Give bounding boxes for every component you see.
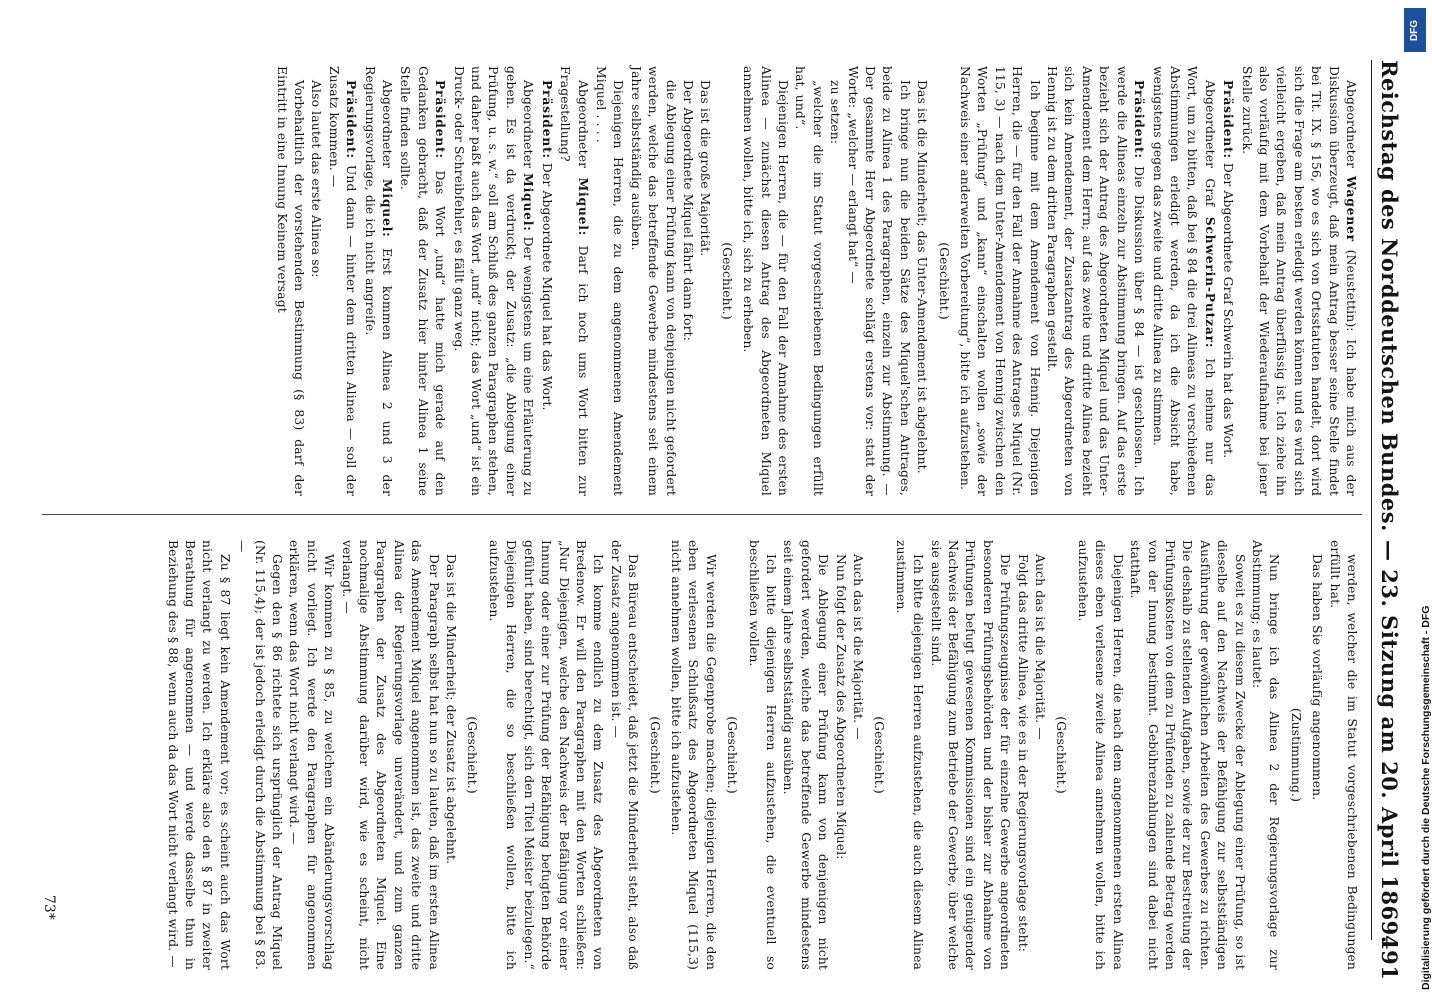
right-column-paragraph: (Zustimmung.) <box>1288 707 1303 803</box>
left-column-paragraph: (Geschieht.) <box>936 242 951 320</box>
right-column-paragraph: Gegen den § 86 richtete sich ursprünglich der Antrag Miquel (Nr. 115,4); der ist jedoch erledigt durch die Abstimmung bei § 83. — <box>235 540 285 970</box>
right-column-paragraph: Das haben Sie vorläufig angenommen. <box>1310 554 1325 801</box>
right-column-paragraph: Das Büreau entscheidet, daß jetzt die Minderheit steht, also daß der Zusatz angenommen ist. — <box>608 540 641 970</box>
left-column-paragraph: Vorbehaltlich der vorstehenden Bestimmung (§ 83) darf der Eintritt in eine Innung Keinem versagt <box>274 66 307 496</box>
right-column-paragraph: Ich komme endlich zu dem Zusatz des Abgeordneten von Bredenow. Er will den Paragraphen mit den Worten schließen: „Nur Diejenigen, welche den Nachweis der Befähigung vor einer Innung oder einer zur Prüfung der Befähigung befugten Behörde geführt haben, sind berechtigt, sich den Titel Meister beizulegen.“ Diejenigen Herren, die so beschließen wollen, bitte ich aufzustehen. <box>486 540 606 970</box>
header-title: Reichstag des Norddeutschen Bundes. <box>1377 60 1402 532</box>
left-column-paragraph: Das ist die Minderheit; das Unter-Amendement ist abgelehnt. <box>915 80 930 474</box>
left-column-paragraph: Ich bringe nun die beiden Sätze des Miquel'schen Antrages, beide zu Alinea 1 des Paragraphen, einzeln zur Abstimmung. — Der gesammte Herr Abgeordnete schlägt erstens vor: statt der Worte: „welcher — erlangt hat“ — <box>845 66 912 496</box>
left-column-paragraph: (Geschieht.) <box>719 242 734 320</box>
column-divider <box>42 514 1362 515</box>
left-column-paragraph: Diejenigen Herren, die zu dem angenommenen Amendement Miquel . . . . <box>593 66 626 496</box>
right-column-paragraph: Diejenigen Herren, die nach dem angenommenen ersten Alinea dieses eben verlesene zweite Alinea annehmen wollen, bitte ich aufzustehen. <box>1075 540 1125 970</box>
left-column-paragraph: Diejenigen Herren, die — für den Fall der Annahme des ersten Alinea — zunächst diesen Antrag des Abgeordneten Miquel annehmen wollen, bitte ich, sich zu erheben. <box>741 66 790 496</box>
left-column-paragraph: die Ablegung einer Prüfung kann von denjenigen nicht gefordert werden, welche das betreffende Gewerbe mindestens seit einem Jahre selbstständig ausüben. <box>628 66 678 496</box>
right-column-paragraph: Folgt das dritte Alinea, wie es in der Regierungsvorlage steht: <box>1015 554 1030 953</box>
right-column-paragraph: Wir kommen zu § 85, zu welchem ein Abänderungsvorschlag nicht vorliegt. Ich werde den Paragraphen für angenommen erklären, wenn das Wort nicht verlangt wird. — <box>287 540 337 970</box>
right-column-paragraph: Wir werden die Gegenprobe machen; diejenigen Herren, die den eben verlesenen Schlußsatz des Abgeordneten Miquel (115,3) nicht annehmen wollen, bitte ich aufzustehen. <box>668 540 718 970</box>
right-column-paragraph: Nun bringe ich das Alinea 2 der Regierungsvorlage zur Abstimmung; es lautet: <box>1249 540 1282 970</box>
right-column-paragraph: Das ist die Minderheit; der Zusatz ist abgelehnt. <box>444 554 459 865</box>
left-column <box>272 66 1360 496</box>
left-column-paragraph: Abgeordneter Miquel: Darf ich noch ums Wort bitten zur Fragestellung? <box>558 66 591 496</box>
right-column-paragraph: Die Prüfungszeugnisse der für einzelne Gewerbe angeordneten besonderen Prüfungsbehörden und der bisher zur Abnahme von Prüfungen befugt gewesenen Kommissionen sind ein genügender Nachweis der Befähigung zum Betriebe der Gewerbe, über welche sie ausgestellt sind. <box>928 540 1013 970</box>
right-column-paragraph: Der Paragraph selbst hat nun so zu lauten, daß im ersten Alinea das Amendement Miquel angenommen ist, das zweite und dritte Alinea der Regierungsvorlage unverändert, und zum ganzen Paragraphen der Zusatz des Abgeordneten Miquel. Eine nochmalige Abstimmung darüber wird, wie es scheint, nicht verlangt. — <box>339 540 441 970</box>
left-column-paragraph: Präsident: Und dann — hinter dem dritten Alinea — soll der Zusatz kommen. — <box>326 66 360 496</box>
right-column-paragraph: werden, welcher die im Statut vorgeschriebenen Bedingungen erfüllt hat. <box>1327 540 1359 970</box>
left-column-paragraph: Der Abgeordnete Miquel fährt dann fort: <box>680 80 695 341</box>
left-column-paragraph: Abgeordneter Miquel: Der wenigstens um eine Erläuterung zu geben. Es ist da verdruckt; der Zusatz: „die Ablegung einer Prüfung, u. s. w.“ soll am Schluß des ganzen Paragraphen stehen, und daher paßt auch das Wort „und“ nicht; das Wort „und“ ist ein Druck- oder Schreibfehler, es fällt ganz weg. <box>451 66 537 496</box>
left-column-paragraph: Präsident: Der Abgeordnete Graf Schwerin hat das Wort. <box>1221 80 1237 459</box>
left-column-paragraph: Abgeordneter Miquel: Erst kommen Alinea 2 und 3 der Regierungsvorlage, die ich nicht angreife. <box>362 66 396 496</box>
dfg-logo: DFG <box>1404 8 1426 52</box>
header-session: — 23. Sitzung am 20. April 1869. <box>1377 540 1402 944</box>
signature-mark: 73* <box>41 895 57 920</box>
left-column-paragraph: Also lautet das erste Alinea so: <box>309 80 324 278</box>
page-number: 491 <box>1377 935 1402 981</box>
dfg-sidebar <box>1400 0 1430 1000</box>
right-column-paragraph: Auch das ist die Majorität. — <box>851 554 866 740</box>
right-column-paragraph: Soweit es zu diesem Zwecke der Ablegung einer Prüfung, so ist dieselbe auf den Nachweis der Befähigung zur selbstständigen Ausführung der gewöhnlichen Arbeiten des Gewerbes zu richten. Die deshalb zu stellenden Aufgaben, sowie der zur Bestreitung der Prüfungskosten von dem zu Prüfenden zu zahlende Betrag werden von der Innung bestimmt. Gebührenzahlungen sind dabei nicht statthaft. <box>1128 540 1247 970</box>
left-column-paragraph: Präsident: Der Abgeordnete Miquel hat das Wort. <box>539 80 555 411</box>
right-column-paragraph: Ich bitte diejenigen Herren aufzustehen, die eventuell so beschließen wollen. <box>746 540 778 970</box>
right-column-paragraph: (Geschieht.) <box>725 716 740 794</box>
left-column-paragraph: zu setzen: <box>828 80 843 145</box>
right-column-paragraph: Auch das ist die Majorität. — <box>1033 554 1048 740</box>
left-column-paragraph: Abgeordneter Graf Schwerin-Putzar: Ich nehme nur das Wort, um zu bitten, daß bei § 84 die drei Alineas zu verschiedenen Abstimmungen erledigt werden, da ich die Absicht habe, wenigstens gegen das zweite und dritte Alinea zu stimmen. <box>1150 66 1218 496</box>
left-column-paragraph: Präsident: Das Wort „und“ hatte mich gerade auf den Gedanken gebracht, daß der Zusatz hier hinter Alinea 1 seine Stelle finden sollte. <box>398 66 449 496</box>
right-column-paragraph: Nun folgt der Zusatz des Abgeordneten Miquel: <box>833 554 848 860</box>
right-column <box>163 540 1360 970</box>
right-column-paragraph: (Geschieht.) <box>872 716 887 794</box>
right-column-paragraph: Ich bitte diejenigen Herren aufzustehen, die auch diesem Alinea zustimmen. <box>893 540 926 970</box>
left-column-paragraph: Ich beginne mit dem Amendement von Hennig. Diejenigen Herren, die — für den Fall der Annahme des Antrages Miquel (Nr. 115, 3) — nach dem Unter-Amendement von Hennig zwischen den Worten „Prüfung“ und „kann“ einschalten wollen „sowie der Nachweis einer anderweiten Vorbereitung“, bitte ich aufzustehen. <box>958 66 1042 496</box>
right-column-paragraph: (Geschieht.) <box>647 716 662 794</box>
left-column-paragraph: Das ist die große Majorität. <box>698 80 713 257</box>
right-column-paragraph: (Geschieht.) <box>1054 716 1069 794</box>
dfg-notice: Digitalisierung gefördert durch die Deutsche Forschungsgemeinschaft - DFG <box>1420 605 1432 990</box>
right-column-paragraph: (Geschieht.) <box>465 716 480 794</box>
right-column-paragraph: Die Ablegung einer Prüfung kann von denjenigen nicht gefordert werden, welche das betreffende Gewerbe mindestens seit einem Jahre selbstständig ausüben. <box>781 540 831 970</box>
left-column-paragraph: „welcher die im Statut vorgeschriebenen Bedingungen erfüllt hat, und“. <box>793 66 825 496</box>
right-column-paragraph: Zu § 87 liegt kein Amendement vor; es scheint auch das Wort nicht verlangt zu werden. Ich erkläre also den § 87 in zweiter Berathung für angenommen — und werde dasselbe thun in Beziehung des § 88, wenn auch da das Wort nicht verlangt wird. — <box>165 540 232 970</box>
left-column-paragraph: Präsident: Die Diskussion über § 84 — ist geschlossen. Ich werde die Alineas einzeln zur Abstimmung bringen. Auf das erste bezieht sich der Antrag des Abgeordneten Miquel und das Unter-Amendement dem Herrn; auf das zweite und dritte Alinea bezieht sich kein Amendement, der Zusatzantrag des Abgeordneten von Hennig ist zu dem dritten Paragraphen gestellt. <box>1045 66 1148 496</box>
left-column-paragraph: Abgeordneter Wagener (Neustettin): Ich habe mich aus der Diskussion überzeugt, daß mein Antrag besser seine Stelle findet bei Tit. IX. § 156, wo es sich von Ortsstatuten handelt, dort wird sich die Frage am besten erledigt werden können und es wird sich vielleicht ergeben, daß mein Antrag überflüssig ist. Ich ziehe ihn also vorläufig mit dem Vorbehalt der Wiederaufnahme bei jener Stelle zurück. <box>1239 66 1359 496</box>
header-rule <box>1371 60 1372 940</box>
